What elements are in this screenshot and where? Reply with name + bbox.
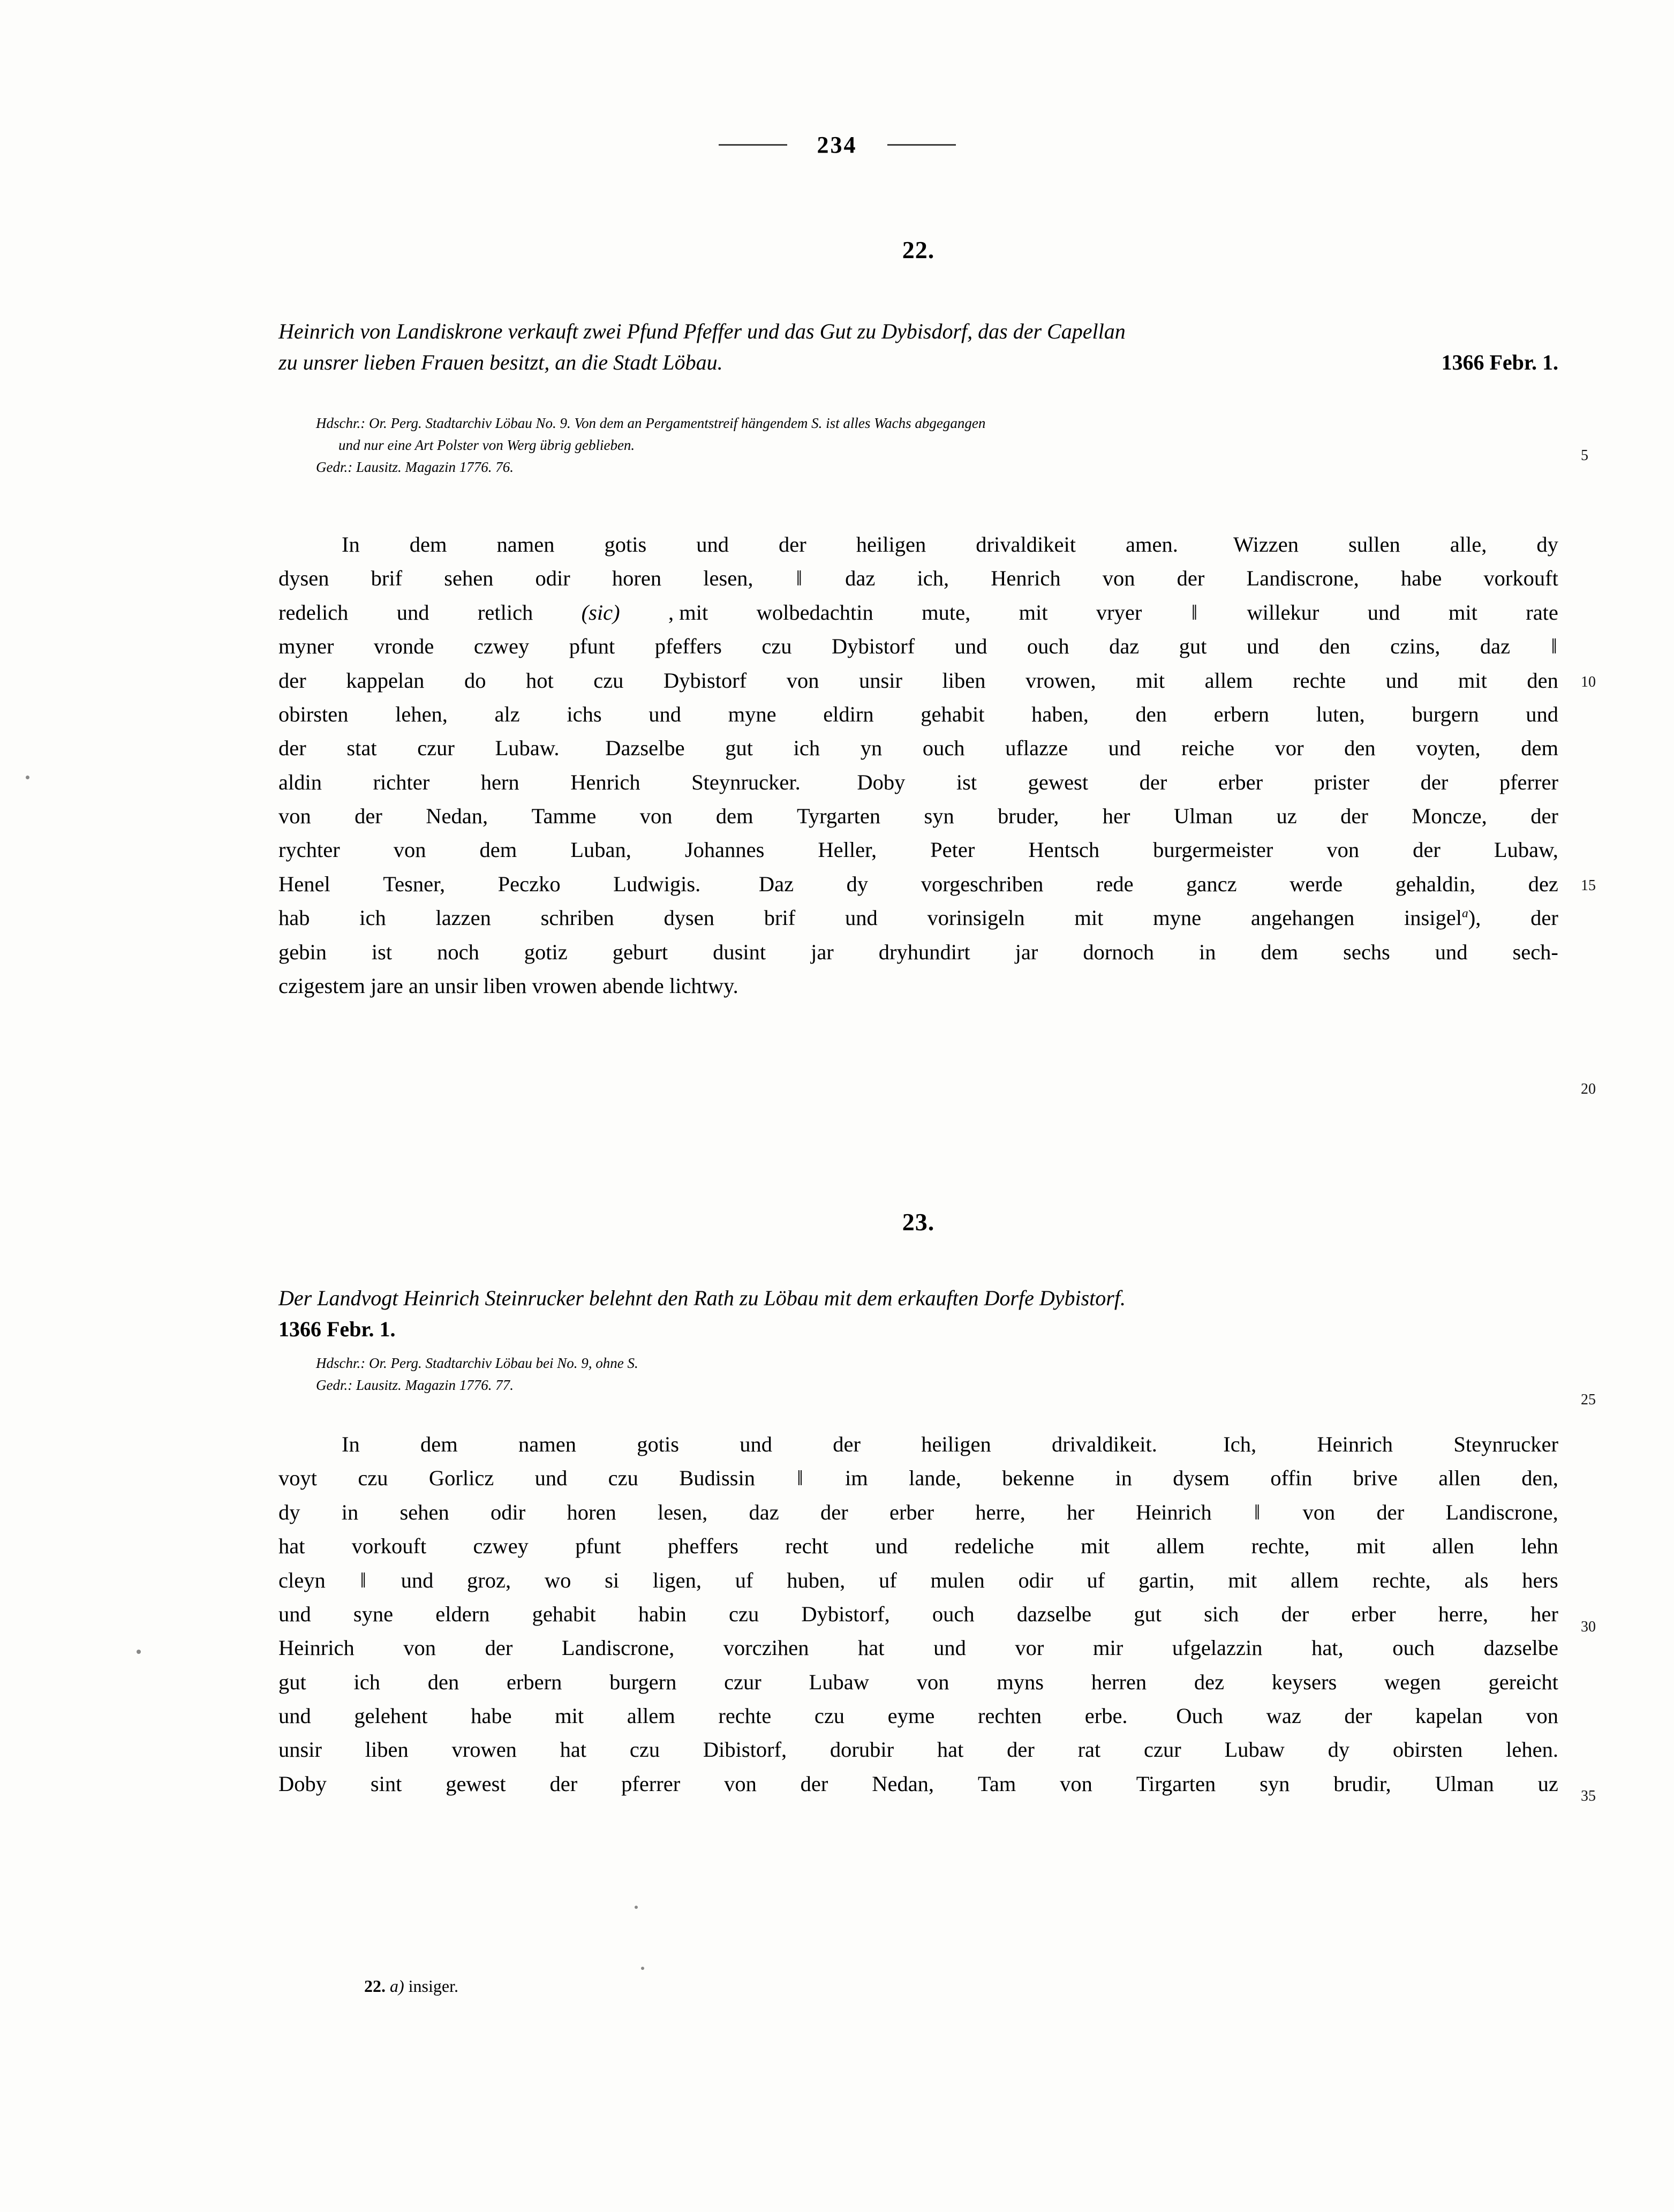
regest-line: Heinrich von Landiskrone verkauft zwei Pfund Pfeffer und das Gut zu Dybisdorf, das der Capellan xyxy=(278,319,1126,343)
footnote-marker-label: a) xyxy=(390,1976,404,1996)
apparatus-line: und nur eine Art Polster von Werg übrig geblieben. xyxy=(338,437,635,454)
text-line: der kappelan do hot czu Dybistorf von unsir liben vrowen, mit allem rechte und mit den xyxy=(278,668,1558,693)
apparatus-line: Hdschr.: Or. Perg. Stadtarchiv Löbau bei No. 9, ohne S. xyxy=(316,1355,638,1371)
text-line: dysen brif sehen odir horen lesen, ‖ daz ich, Henrich von der Landiscrone, habe vorkouft xyxy=(278,566,1558,591)
running-head xyxy=(0,131,1674,159)
document-23-number: 23. xyxy=(902,1208,935,1236)
text-line: der stat czur Lubaw. Dazselbe gut ich yn ouch uflazze und reiche vor den voyten, dem xyxy=(278,736,1558,761)
footnote-doc-number: 22. xyxy=(364,1976,386,1996)
document-23-apparatus xyxy=(316,1352,1532,1396)
apparatus-line: Hdschr.: Or. Perg. Stadtarchiv Löbau No. 9. Von dem an Pergamentstreif hängendem S. ist alles Wachs abgegangen xyxy=(316,415,986,431)
line-number: 25 xyxy=(1581,1391,1596,1408)
line-number: 15 xyxy=(1581,877,1596,894)
scan-speck xyxy=(26,776,29,779)
text-line: Doby sint gewest der pferrer von der Nedan, Tam von Tirgarten syn brudir, Ulman uz xyxy=(278,1771,1558,1796)
text-line: voyt czu Gorlicz und czu Budissin ‖ im lande, bekenne in dysem offin brive allen den, xyxy=(278,1466,1558,1491)
text-line: und gelehent habe mit allem rechte czu eyme rechten erbe. Ouch waz der kapelan von xyxy=(278,1704,1558,1728)
text-line: gut ich den erbern burgern czur Lubaw von myns herren dez keysers wegen gereicht xyxy=(278,1669,1558,1694)
document-22-number: 22. xyxy=(902,236,935,264)
text-line: Heinrich von der Landiscrone, vorczihen hat und vor mir ufgelazzin hat, ouch dazselbe xyxy=(278,1636,1558,1660)
text-line: czigestem jare an unsir liben vrowen abende lichtwy. xyxy=(278,973,738,998)
text-line: dy in sehen odir horen lesen, daz der erber herre, her Heinrich ‖ von der Landiscrone, xyxy=(278,1500,1558,1524)
line-number: 20 xyxy=(1581,1081,1596,1097)
text-line: hab ich lazzen schriben dysen brif und vorinsigeln mit myne angehangen insigel$^a$), der xyxy=(278,906,1558,930)
header-rule-right xyxy=(887,144,956,146)
text-line: unsir liben vrowen hat czu Dibistorf, dorubir hat der rat czur Lubaw dy obirsten lehen. xyxy=(278,1737,1558,1762)
document-22-date: 1366 Febr. 1. xyxy=(1441,350,1558,375)
scan-speck xyxy=(137,1650,141,1654)
text-line: rychter von dem Luban, Johannes Heller, Peter Hentsch burgermeister von der Lubaw, xyxy=(278,838,1558,862)
text-line: und syne eldern gehabit habin czu Dybistorf, ouch dazselbe gut sich der erber herre, her xyxy=(278,1601,1558,1626)
line-number: 30 xyxy=(1581,1619,1596,1635)
text-line: hat vorkouft czwey pfunt pheffers recht und redeliche mit allem rechte, mit allen lehn xyxy=(278,1534,1558,1559)
line-number: 10 xyxy=(1581,674,1596,690)
line-number: 5 xyxy=(1581,447,1588,464)
text-line: von der Nedan, Tamme von dem Tyrgarten syn bruder, her Ulman uz der Moncze, der xyxy=(278,804,1558,828)
text-line: Henel Tesner, Peczko Ludwigis. Daz dy vorgeschriben rede gancz werde gehaldin, dez xyxy=(278,871,1558,896)
document-23-date: 1366 Febr. 1. xyxy=(278,1317,396,1342)
scan-speck xyxy=(641,1967,644,1970)
document-22-apparatus xyxy=(316,412,1532,478)
text-line: myner vronde czwey pfunt pfeffers czu Dybistorf und ouch daz gut und den czins, daz ‖ xyxy=(278,634,1557,659)
document-22-regest xyxy=(278,316,1558,379)
document-23-number-wrap xyxy=(278,1208,1558,1236)
document-22-body xyxy=(278,528,1558,1003)
text-line: In dem namen gotis und der heiligen drivaldikeit amen. Wizzen sullen alle, dy xyxy=(342,532,1558,556)
regest-line-text: zu unsrer lieben Frauen besitzt, an die Stadt Löbau. xyxy=(278,350,723,375)
footnote-marker: a xyxy=(1462,906,1468,921)
folio-number: 234 xyxy=(817,132,857,158)
header-rule-left xyxy=(719,144,787,146)
line-number: 35 xyxy=(1581,1788,1596,1804)
regest-line-with-date xyxy=(278,347,1558,378)
document-22-number-wrap xyxy=(278,236,1558,264)
text-line: aldin richter hern Henrich Steynrucker. Doby ist gewest der erber prister der pferrer xyxy=(278,770,1558,794)
text-line: redelich und retlich (sic) , mit wolbedachtin mute, mit vryer ‖ willekur und mit rate xyxy=(278,600,1558,625)
apparatus-line: Gedr.: Lausitz. Magazin 1776. 77. xyxy=(316,1377,514,1394)
regest-line: Der Landvogt Heinrich Steinrucker belehnt den Rath zu Löbau mit dem erkauften Dorfe Dybistorf. xyxy=(278,1286,1126,1310)
scan-speck xyxy=(635,1906,638,1909)
text-line: obirsten lehen, alz ichs und myne eldirn gehabit haben, den erbern luten, burgern und xyxy=(278,702,1558,726)
footnote xyxy=(364,1976,458,1996)
text-line: cleyn ‖ und groz, wo si ligen, uf huben, uf mulen odir uf gartin, mit allem rechte, als hers xyxy=(278,1568,1558,1592)
text-line: gebin ist noch gotiz geburt dusint jar dryhundirt jar dornoch in dem sechs und sech- xyxy=(278,939,1558,964)
document-23-regest xyxy=(278,1283,1558,1345)
text-line: In dem namen gotis und der heiligen drivaldikeit. Ich, Heinrich Steynrucker xyxy=(342,1432,1558,1456)
apparatus-line: Gedr.: Lausitz. Magazin 1776. 76. xyxy=(316,459,514,476)
footnote-text: insiger. xyxy=(408,1976,458,1996)
document-23-body xyxy=(278,1427,1558,1801)
